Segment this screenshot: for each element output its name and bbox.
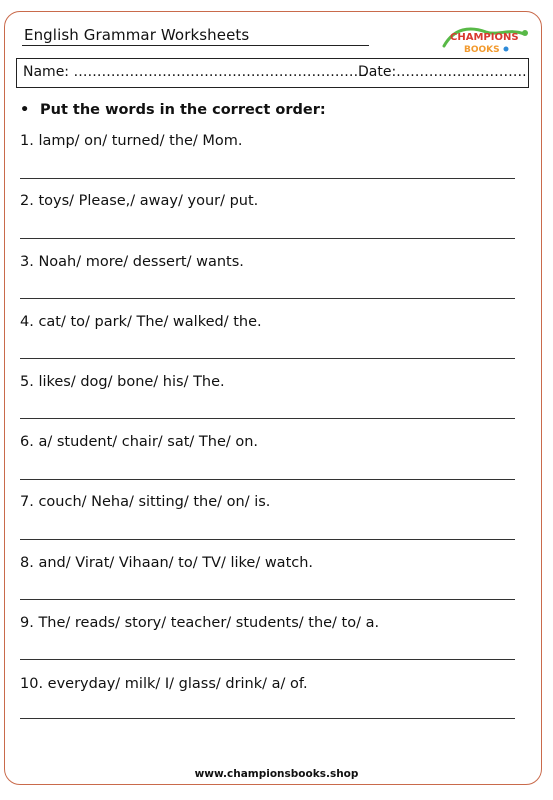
answer-line-8[interactable] [20, 599, 515, 600]
name-date-box [16, 58, 529, 88]
answer-line-4[interactable] [20, 358, 515, 359]
answer-line-1[interactable] [20, 178, 515, 179]
question-9: 9. The/ reads/ story/ teacher/ students/ the/ to/ a. [20, 615, 380, 631]
answer-line-2[interactable] [20, 238, 515, 239]
logo-text-books: BOOKS [464, 45, 500, 55]
logo-text-champions: CHAMPIONS [450, 32, 519, 43]
page-border [4, 11, 542, 785]
worksheet-title: English Grammar Worksheets [24, 26, 250, 44]
footer-website: www.championsbooks.shop [194, 768, 359, 780]
instruction-text: Put the words in the correct order: [40, 102, 326, 118]
question-10: 10. everyday/ milk/ I/ glass/ drink/ a/ of. [20, 676, 308, 692]
answer-line-5[interactable] [20, 418, 515, 419]
champions-books-logo [440, 22, 532, 56]
date-field[interactable]: Date:………………………. [358, 64, 527, 80]
logo-graphic [440, 22, 532, 56]
question-3: 3. Noah/ more/ dessert/ wants. [20, 254, 244, 270]
title-underline [22, 45, 369, 46]
answer-line-9[interactable] [20, 659, 515, 660]
question-1: 1. lamp/ on/ turned/ the/ Mom. [20, 133, 243, 149]
question-5: 5. likes/ dog/ bone/ his/ The. [20, 374, 225, 390]
question-2: 2. toys/ Please,/ away/ your/ put. [20, 193, 259, 209]
question-7: 7. couch/ Neha/ sitting/ the/ on/ is. [20, 494, 271, 510]
name-field[interactable]: Name: ……………………………………………………… [23, 64, 368, 80]
question-8: 8. and/ Virat/ Vihaan/ to/ TV/ like/ watch. [20, 555, 314, 571]
question-4: 4. cat/ to/ park/ The/ walked/ the. [20, 314, 262, 330]
question-6: 6. a/ student/ chair/ sat/ The/ on. [20, 434, 259, 450]
bullet: • [20, 102, 30, 118]
answer-line-6[interactable] [20, 479, 515, 480]
answer-line-3[interactable] [20, 298, 515, 299]
answer-line-10[interactable] [20, 718, 515, 719]
answer-line-7[interactable] [20, 539, 515, 540]
instruction [20, 102, 326, 118]
